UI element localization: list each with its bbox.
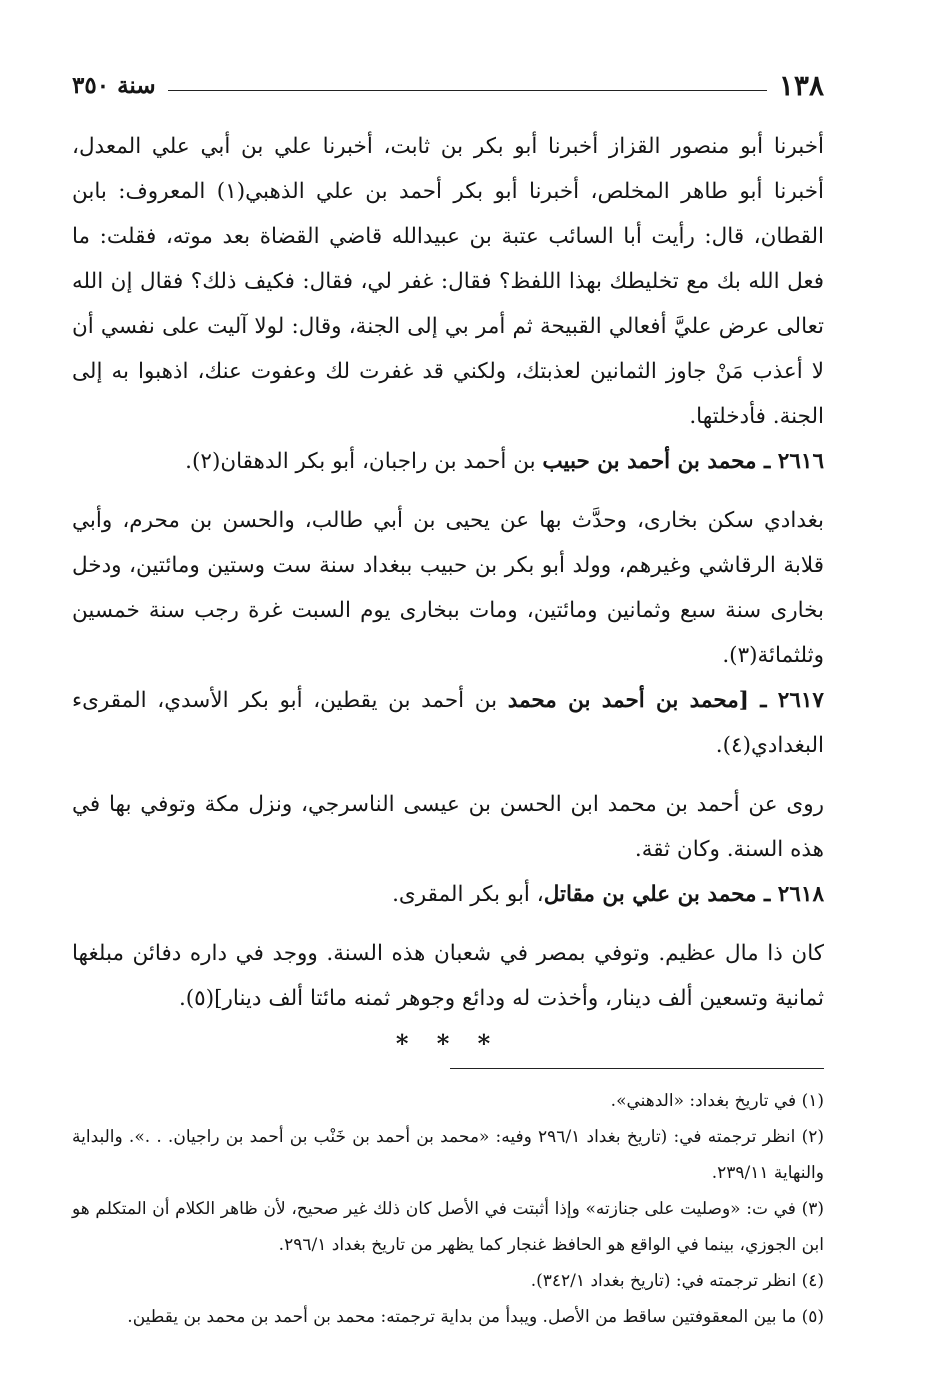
footnote-3: (٣) في ت: «وصليت على جنازته» وإذا أثبتت في الأصل كان ذلك غير صحيح، لأن ظاهر الكلام أن المتكلم هو ابن الجوزي، بينما في الواقع هو الحافظ غنجار كما يظهر من تاريخ بغداد ٢٩٦/١. (72, 1199, 824, 1255)
entry-heading-name: ٢٦١٨ ـ محمد بن علي بن مقاتل (543, 882, 824, 907)
book-page (72, 58, 824, 1327)
section-separator: * * * (395, 1029, 501, 1058)
footnote-5: (٥) ما بين المعقوفتين ساقط من الأصل. ويبدأ من بداية ترجمته: محمد بن أحمد بن محمد بن يقطين. (127, 1307, 824, 1327)
header-rule (168, 90, 767, 91)
entry-2618 (72, 872, 824, 1021)
entry-body: روى عن أحمد بن محمد ابن الحسن بن عيسى الناسرجي، ونزل مكة وتوفي بها في هذه السنة. وكان ثقة. (72, 792, 824, 862)
entry-heading (72, 678, 824, 768)
entry-2616 (72, 439, 824, 678)
entry-heading-name: ٢٦١٧ ـ [محمد بن أحمد بن محمد (507, 688, 824, 713)
entry-heading (72, 872, 824, 917)
entry-2617 (72, 678, 824, 872)
page-header (72, 58, 824, 112)
entry-body: بغدادي سكن بخارى، وحدَّث بها عن يحيى بن أبي طالب، والحسن بن محرم، وأبي قلابة الرقاشي وغيرهم، وولد أبو بكر بن حبيب ببغداد سنة ست وستين ومائتين، ودخل بخارى سنة سبع وثمانين ومائتين، ومات ببخارى يوم السبت غرة رجب سنة خمسين وثلثمائة(٣). (72, 508, 824, 668)
footnote-2: (٢) انظر ترجمته في: (تاريخ بغداد ٢٩٦/١ وفيه: «محمد بن أحمد بن خَنْب بن أحمد بن راجيان. . .». والبداية والنهاية ٢٣٩/١١. (72, 1127, 824, 1183)
year-label: سنة ٣٥٠ (72, 71, 156, 99)
footnote-1: (١) في تاريخ بغداد: «الدهني». (610, 1091, 824, 1111)
entry-heading (72, 439, 824, 484)
entry-heading-rest: بن أحمد بن يقطين، أبو بكر الأسدي، المقرىء البغدادي(٤). (72, 688, 824, 758)
intro-paragraph: أخبرنا أبو منصور القزاز أخبرنا أبو بكر بن ثابت، أخبرنا علي بن أبي علي المعدل، أخبرنا أبو طاهر المخلص، أخبرنا أبو بكر أحمد بن علي الذهبي(١) المعروف: بابن القطان، قال: رأيت أبا السائب عتبة بن عبيدالله قاضي القضاة بعد موته، فقلت: ما فعل الله بك مع تخليطك بهذا اللفظ؟ فقال: غفر لي، فقال: فكيف ذلك؟ فقال إن الله تعالى عرض عليَّ أفعالي القبيحة ثم أمر بي إلى الجنة، وقال: لولا آليت على نفسي أن لا أعذب مَنْ جاوز الثمانين لعذبتك، ولكني قد غفرت لك وعفوت عنك، اذهبوا به إلى الجنة. فأدخلتها. (72, 134, 824, 429)
footnote-4: (٤) انظر ترجمته في: (تاريخ بغداد ٣٤٢/١). (530, 1271, 824, 1291)
footnote-rule (450, 1068, 824, 1069)
page-number: ١٣٨ (778, 68, 824, 102)
entry-heading-rest: ، أبو بكر المقرى. (392, 882, 544, 907)
entry-heading-name: ٢٦١٦ ـ محمد بن أحمد بن حبيب (542, 449, 824, 474)
entry-body: كان ذا مال عظيم. وتوفي بمصر في شعبان هذه السنة. ووجد في داره دفائن مبلغها ثمانية وتسعين ألف دينار، وأخذت له ودائع وجوهر ثمنه مائتا ألف دينار](٥). (72, 941, 824, 1011)
footnotes (72, 1083, 824, 1335)
entry-heading-rest: بن أحمد بن راجبان، أبو بكر الدهقان(٢). (185, 449, 543, 474)
